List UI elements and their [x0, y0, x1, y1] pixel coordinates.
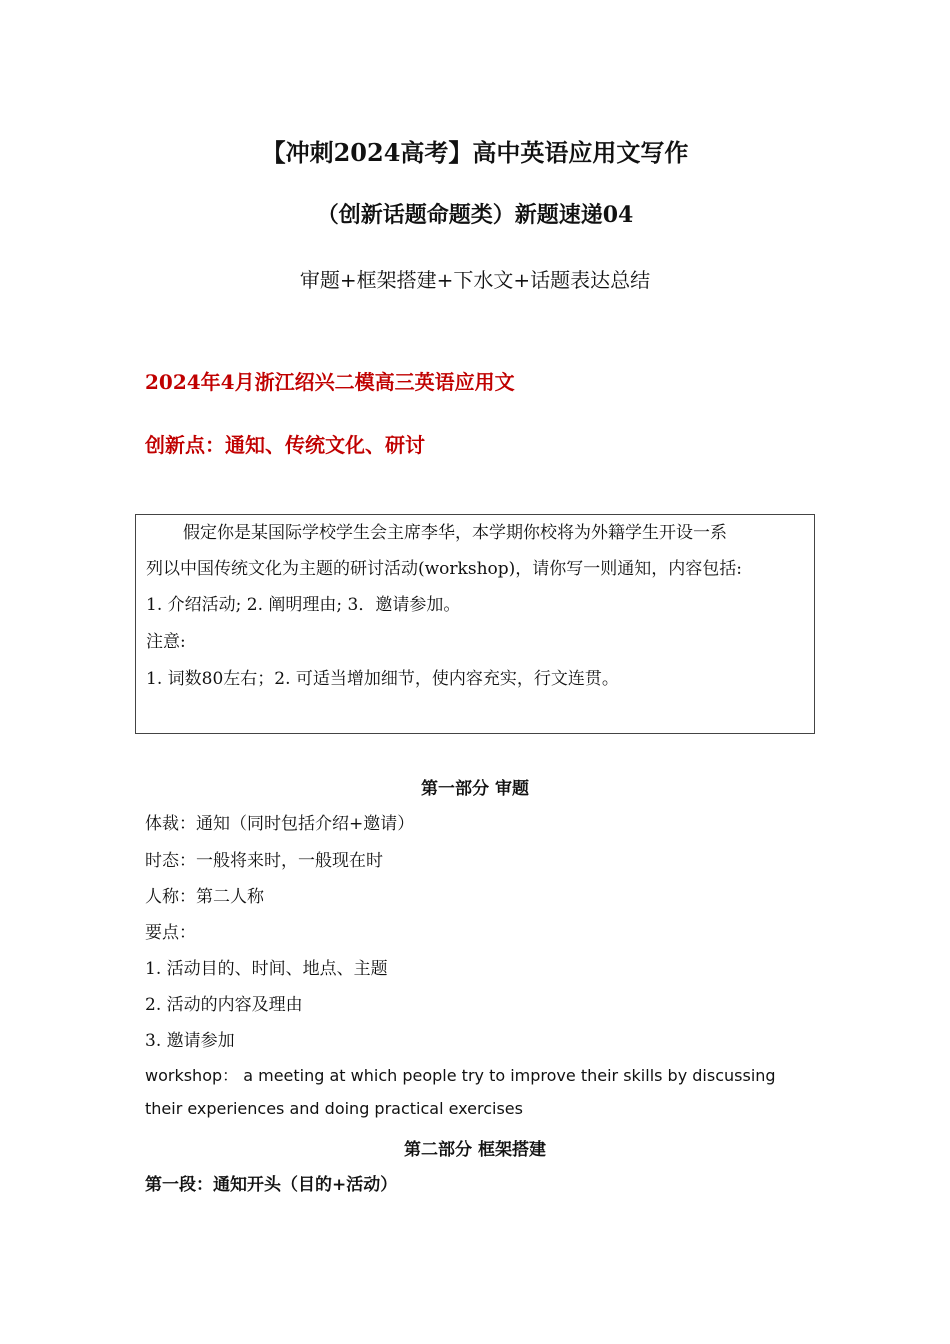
analysis-line: 1. 活动目的、时间、地点、主题 [145, 959, 388, 979]
analysis-line: 时态：一般将来时，一般现在时 [145, 851, 383, 871]
analysis-line: 要点： [145, 923, 196, 943]
analysis-line: 3. 邀请参加 [145, 1031, 235, 1051]
analysis-line: 2. 活动的内容及理由 [145, 995, 303, 1015]
innovation-heading: 创新点：通知、传统文化、研讨 [145, 433, 425, 457]
writing-prompt-box [135, 514, 815, 734]
workshop-definition-continued: their experiences and doing practical exercises [145, 1099, 523, 1118]
prompt-line: 注意: [146, 632, 186, 652]
prompt-line: 1. 词数80左右；2. 可适当增加细节，使内容充实，行文连贯。 [146, 669, 619, 689]
prompt-line: 列以中国传统文化为主题的研讨活动(workshop)，请你写一则通知，内容包括: [146, 559, 742, 579]
paragraph-heading: 第一段：通知开头（目的+活动） [145, 1175, 398, 1195]
document-title-line2: （创新话题命题类）新题速递04 [316, 202, 634, 228]
exam-source-heading: 2024年4月浙江绍兴二模高三英语应用文 [145, 370, 515, 394]
prompt-line: 假定你是某国际学校学生会主席李华，本学期你校将为外籍学生开设一系 [183, 523, 727, 543]
analysis-line: 体裁：通知（同时包括介绍+邀请） [145, 814, 415, 834]
analysis-line: 人称：第二人称 [145, 887, 264, 907]
prompt-line: 1. 介绍活动; 2. 阐明理由; 3．邀请参加。 [146, 595, 461, 615]
document-title: 【冲刺2024高考】高中英语应用文写作 [261, 138, 689, 167]
document-subtitle: 审题+框架搭建+下水文+话题表达总结 [299, 268, 651, 292]
workshop-definition: workshop： a meeting at which people try to improve their skills by discussing [145, 1066, 776, 1085]
section-heading-part1: 第一部分 审题 [421, 779, 529, 799]
section-heading-part2: 第二部分 框架搭建 [404, 1140, 546, 1160]
